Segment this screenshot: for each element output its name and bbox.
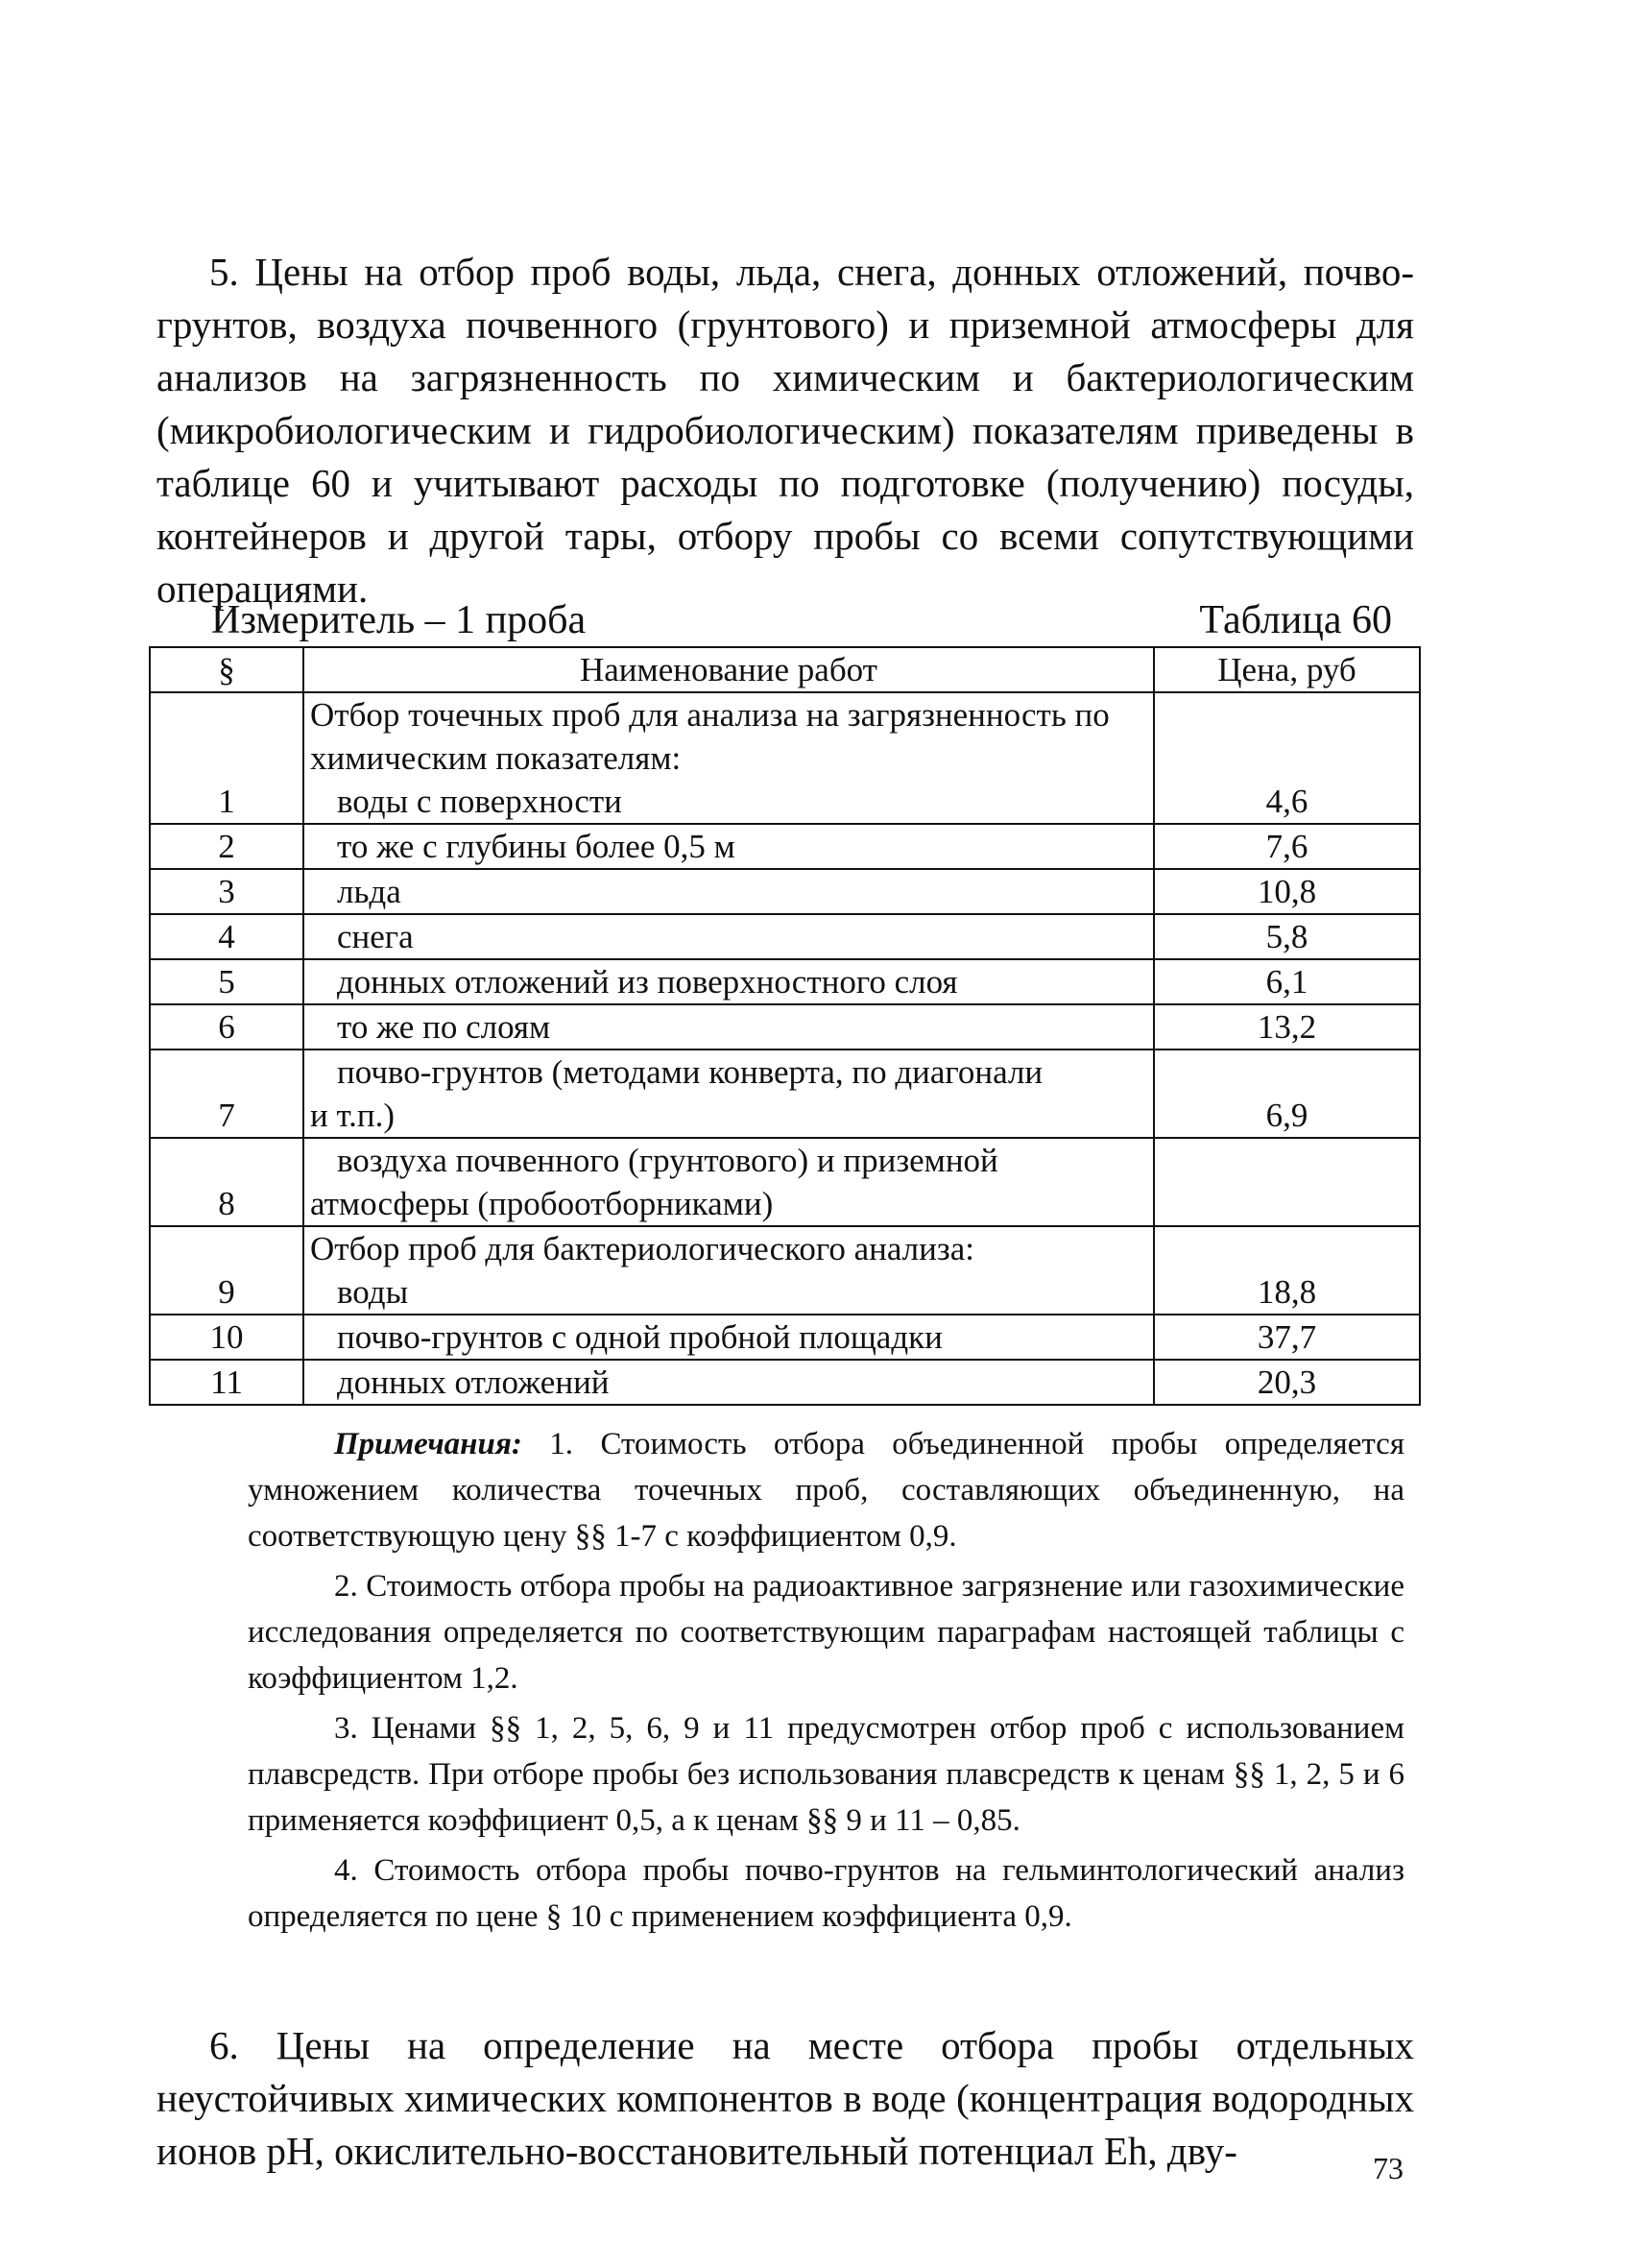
row-num: 10	[150, 1315, 303, 1360]
row-name	[303, 824, 1154, 869]
row-price: 18,8	[1154, 1226, 1420, 1315]
row-name-text: донных отложений	[337, 1363, 610, 1401]
row-name-text: то же по слоям	[337, 1008, 551, 1046]
row-num: 6	[150, 1004, 303, 1050]
note-1	[248, 1421, 1404, 1559]
row-name	[303, 1050, 1154, 1138]
table-row	[150, 869, 1420, 914]
row-name	[303, 1315, 1154, 1360]
row-num: 8	[150, 1138, 303, 1226]
row-name	[303, 1226, 1154, 1315]
row-name-text: воды	[337, 1273, 409, 1311]
table-row	[150, 1360, 1420, 1405]
row-price: 4,6	[1154, 692, 1420, 824]
note-1-text: 1. Стоимость отбора объединенной пробы определяется умножением количества точечных проб, составляющих объединенную, на соответствующую цену §§ 1-7 с коэффициентом 0,9.	[248, 1427, 1405, 1554]
row-num: 2	[150, 824, 303, 869]
row-price	[1154, 1138, 1420, 1226]
row-price: 20,3	[1154, 1360, 1420, 1405]
table-row	[150, 959, 1420, 1004]
note-4: 4. Стоимость отбора пробы почво-грунтов на гельминтологический анализ определяется по цене § 10 с применением коэффициента 0,9.	[248, 1853, 1404, 1934]
header-paragraph: §	[150, 647, 303, 692]
header-price: Цена, руб	[1154, 647, 1420, 692]
row-price: 13,2	[1154, 1004, 1420, 1050]
row-name-text: почво-грунтов с одной пробной площадки	[337, 1318, 943, 1356]
row-num: 7	[150, 1050, 303, 1138]
group-title-bacteriological: Отбор проб для бактериологического анализа:	[310, 1230, 974, 1267]
row-num: 4	[150, 914, 303, 959]
paragraph-6	[156, 2019, 1414, 2178]
page-number: 73	[1373, 2151, 1404, 2185]
row-num: 11	[150, 1360, 303, 1405]
table-row	[150, 1050, 1420, 1138]
row-name	[303, 1138, 1154, 1226]
table-header-row	[150, 647, 1420, 692]
header-name: Наименование работ	[303, 647, 1154, 692]
row-price: 10,8	[1154, 869, 1420, 914]
row-price: 6,1	[1154, 959, 1420, 1004]
row-name-text: воздуха почвенного (грунтового) и приземной атмосферы (пробоотборниками)	[310, 1142, 998, 1222]
row-price: 7,6	[1154, 824, 1420, 869]
table-number: Таблица 60	[1199, 598, 1392, 642]
note-2: 2. Стоимость отбора пробы на радиоактивное загрязнение или газохимические исследования определяется по соответствующим параграфам настоящей таблицы с коэффициентом 1,2.	[248, 1569, 1404, 1696]
row-num: 9	[150, 1226, 303, 1315]
row-name-text: льда	[337, 873, 401, 910]
row-name-text: почво-грунтов (методами конверта, по диагонали	[337, 1053, 1044, 1091]
row-name-text: воды с поверхности	[337, 783, 622, 820]
paragraph-5	[156, 246, 1414, 615]
row-name-continuation: и т.п.)	[310, 1097, 396, 1134]
row-name	[303, 1004, 1154, 1050]
table-row	[150, 824, 1420, 869]
row-num: 3	[150, 869, 303, 914]
row-name	[303, 959, 1154, 1004]
paragraph-6-text: 6. Цены на определение на месте отбора пробы отдельных неустойчивых химических компонентов в воде (концентрация водородных ионов pH, окислительно-восстановительный потенциал Eh, дву-	[156, 2023, 1414, 2173]
row-name	[303, 869, 1154, 914]
table-row	[150, 1004, 1420, 1050]
group-title-chemical: Отбор точечных проб для анализа на загрязненность по химическим показателям:	[310, 696, 1110, 777]
price-table	[149, 646, 1421, 1406]
note-3: 3. Ценами §§ 1, 2, 5, 6, 9 и 11 предусмотрен отбор проб с использованием плавсредств. При отборе пробы без использования плавсредств к ценам §§ 1, 2, 5 и 6 применяется коэффициент 0,5, а к ценам §§ 9 и 11 – 0,85.	[248, 1711, 1404, 1838]
row-name	[303, 1360, 1154, 1405]
table-row	[150, 692, 1420, 824]
table-row	[150, 914, 1420, 959]
row-price: 6,9	[1154, 1050, 1420, 1138]
table-row	[150, 1138, 1420, 1226]
table-row	[150, 1226, 1420, 1315]
paragraph-5-text: 5. Цены на отбор проб воды, льда, снега, донных отложений, почво-грунтов, воздуха почвенного (грунтового) и приземной атмосферы для анализов на загрязненность по химическим и бактериологическим (микробиологическим и гидробиологическим) показателям приведены в таблице 60 и учитывают расходы по подготовке (получению) посуды, контейнеров и другой тары, отбору пробы со всеми сопутствующими операциями.	[156, 250, 1414, 611]
row-name	[303, 692, 1154, 824]
row-num: 5	[150, 959, 303, 1004]
row-price: 37,7	[1154, 1315, 1420, 1360]
notes-title: Примечания:	[334, 1427, 522, 1461]
notes-block	[248, 1421, 1404, 1943]
measure-label: Измеритель – 1 проба	[211, 598, 587, 642]
row-price: 5,8	[1154, 914, 1420, 959]
row-name-text: снега	[337, 918, 414, 955]
row-num: 1	[150, 692, 303, 824]
row-name-text: донных отложений из поверхностного слоя	[337, 963, 958, 1001]
table-row	[150, 1315, 1420, 1360]
row-name-text: то же с глубины более 0,5 м	[337, 828, 735, 865]
row-name	[303, 914, 1154, 959]
